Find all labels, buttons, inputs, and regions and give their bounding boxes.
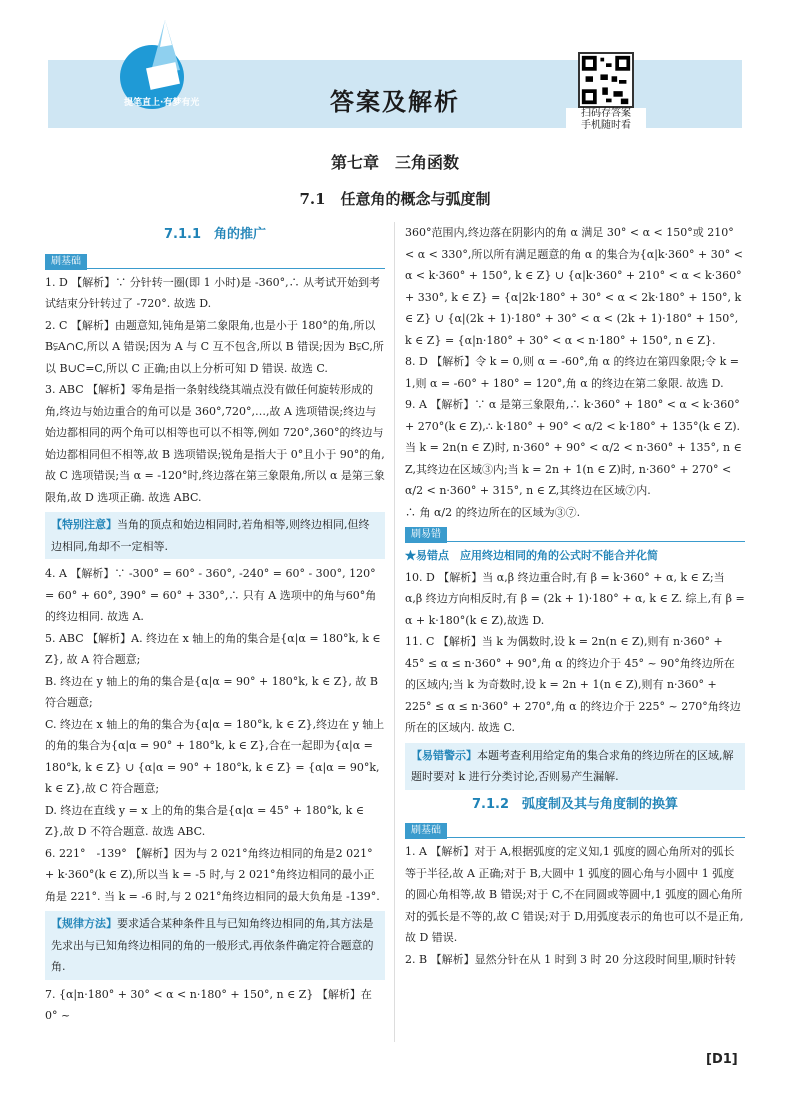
pencil-logo-icon <box>110 15 205 115</box>
tag-basic: 刷基础 <box>405 823 447 839</box>
answer-item: 4. A 【解析】∵ -300° = 60° - 360°, -240° = 60° - 300°, 120° = 60° + 60°, 390° = 60° + 330°,∴ 只有 A 选项中的角与60°角的终边相同. 故选 A. <box>45 567 377 623</box>
answer-item: ∴ 角 α/2 的终边所在的区域为③⑦. <box>405 505 581 519</box>
qr-code-icon[interactable] <box>578 52 634 108</box>
qr-caption: 扫码存答案 手机随时看 <box>566 108 646 132</box>
answer-item: 11. C 【解析】当 k 为偶数时,设 k = 2n(n ∈ Z),则有 n·360° + 45° ≤ α ≤ n·360° + 90°,角 α 的终边介于 45° ~ 90°角终边所在的区域内;当 k 为奇数时,设 k = 2n + 1(n ∈ Z),则有 n·360° + 225° ≤ α ≤ n·360° + 270°,角 α 的终边介于 225° ~ 270°角终边所在的区域内. 故选 C. <box>405 635 741 734</box>
left-column <box>45 222 385 1027</box>
error-point: ★易错点 应用终边相同的角的公式时不能合并化简 <box>405 549 658 562</box>
answer-item: 360°范围内,终边落在阴影内的角 α 满足 30° < α < 150°或 210° < α < 330°,所以所有满足题意的角 α 的集合为{α|k·360° + 30° < α < k·360° + 150°, k ∈ Z} ∪ {α|k·360° + 210° < α < k·360° + 330°, k ∈ Z} = {α|2k·180° + 30° < α < 2k·180° + 150°, k ∈ Z} ∪ {α|(2k + 1)·180° + 30° < α < (2k + 1)·180° + 150°, k ∈ Z} = {α|n·180° + 30° < α < n·180° + 150°, n ∈ Z}. <box>405 226 743 347</box>
answer-item: 6. 221° -139° 【解析】因为与 2 021°角终边相同的角是2 021° + k·360°(k ∈ Z),所以当 k = -5 时,与 2 021°角终边相同的最小正角是 221°. 当 k = -6 时,与 2 021°角终边相同的最大负角是 -139°. <box>45 846 380 903</box>
answer-item: 1. D 【解析】∵ 分针转一圈(即 1 小时)是 -360°,∴ 从考试开始到考试结束分针转过了 -720°. 故选 D. <box>45 275 381 310</box>
answer-item: B. 终边在 y 轴上的角的集合是{α|α = 90° + 180°k, k ∈ Z}, 故 B 符合题意; <box>45 674 378 709</box>
answer-item: 3. ABC 【解析】零角是指一条射线绕其端点没有做任何旋转形成的角,终边与始边重合的角可以是 360°,720°,…,故 A 选项错误;终边与始边都相同的两个角可以相等也可以不相等,例如 720°,360°的终边与始边都相同但不相等,故 B 选项错误;锐角是指大于 0°且小于 90°的角,故 C 选项错误;当 α = -120°时,终边落在第三象限角,所以 α 是第三象限角,故 D 选项正确. 故选 ABC. <box>45 383 385 504</box>
page-number: [D1] <box>706 1052 738 1067</box>
column-divider <box>394 222 395 1042</box>
answer-item: C. 终边在 x 轴上的角的集合为{α|α = 180°k, k ∈ Z},终边在 y 轴上的角的集合为{α|α = 90° + 180°k, k ∈ Z},合在一起即为{α|α = 180°k, k ∈ Z} ∪ {α|α = 90° + 180°k, k ∈ Z} = {α|α = 90°k, k ∈ Z},故 C 符合题意; <box>45 717 385 795</box>
answer-item: 10. D 【解析】当 α,β 终边重合时,有 β = k·360° + α, k ∈ Z;当 α,β 终边方向相反时,有 β = (2k + 1)·180° + α, k ∈ Z. 综上,有 β = α + k·180°(k ∈ Z),故选 D. <box>405 570 745 627</box>
page-title: 答案及解析 <box>330 87 460 116</box>
section-title: 7.1 任意角的概念与弧度制 <box>299 190 491 208</box>
answer-item: D. 终边在直线 y = x 上的角的集合是{α|α = 45° + 180°k, k ∈ Z},故 D 不符合题意. 故选 ABC. <box>45 803 364 838</box>
answer-item: 当 k = 2n(n ∈ Z)时, n·360° + 90° < α/2 < n·360° + 135°, n ∈ Z,其终边在区域③内;当 k = 2n + 1(n ∈ Z)时, n·360° + 270° < α/2 < n·360° + 315°, n ∈ Z,其终边在区域⑦内. <box>405 441 742 497</box>
right-column <box>405 222 745 970</box>
note-box: 【易错警示】本题考查利用给定角的集合求角的终边所在的区域,解题时要对 k 进行分类讨论,否则易产生漏解. <box>405 743 745 790</box>
note-box: 【特别注意】当角的顶点和始边相同时,若角相等,则终边相同,但终边相同,角却不一定相等. <box>45 512 385 559</box>
answer-item: 5. ABC 【解析】A. 终边在 x 轴上的角的集合是{α|α = 180°k, k ∈ Z}, 故 A 符合题意; <box>45 631 381 666</box>
subsection-title: 7.1.1 角的推广 <box>163 227 266 242</box>
answer-item: 1. A 【解析】对于 A,根据弧度的定义知,1 弧度的圆心角所对的弧长等于半径,故 A 正确;对于 B,大圆中 1 弧度的圆心角与小圆中 1 弧度的圆心角相等,故 B 错误;对于 C,不在同圆或等圆中,1 弧度的圆心角所对的弧长是不等的,故 C 错误;对于 D,用弧度表示的角也可以不是正角,故 D 错误. <box>405 845 744 944</box>
answer-item: 2. C 【解析】由题意知,钝角是第二象限角,也是小于 180°的角,所以 B⫋A∩C,所以 A 错误;因为 A 与 C 互不包含,所以 B 错误;因为 B⫋C,所以 B∪C=C,所以 C 正确;由以上分析可知 D 错误. 故选 C. <box>45 318 384 375</box>
logo-text: 提笔直上·有梦有光 <box>124 98 200 108</box>
tag-basic: 刷基础 <box>45 254 87 270</box>
subsection-title: 7.1.2 弧度制及其与角度制的换算 <box>471 796 678 812</box>
answer-item: 7. {α|n·180° + 30° < α < n·180° + 150°, n ∈ Z} 【解析】在 0° ~ <box>45 987 372 1022</box>
answer-item: 9. A 【解析】∵ α 是第三象限角,∴ k·360° + 180° < α < k·360° + 270°(k ∈ Z),∴ k·180° + 90° < α/2 < k·180° + 135°(k ∈ Z). <box>405 398 741 433</box>
answer-item: 2. B 【解析】显然分针在从 1 时到 3 时 20 分这段时间里,顺时针转 <box>405 952 737 966</box>
tag-error-prone: 刷易错 <box>405 527 447 543</box>
answer-item: 8. D 【解析】令 k = 0,则 α = -60°,角 α 的终边在第四象限;令 k = 1,则 α = -60° + 180° = 120°,角 α 的终边在第二象限. 故选 D. <box>405 355 740 390</box>
chapter-title: 第七章 三角函数 <box>330 153 459 172</box>
note-box: 【规律方法】要求适合某种条件且与已知角终边相同的角,其方法是先求出与已知角终边相同的角的一般形式,再依条件确定符合题意的角. <box>45 911 385 980</box>
